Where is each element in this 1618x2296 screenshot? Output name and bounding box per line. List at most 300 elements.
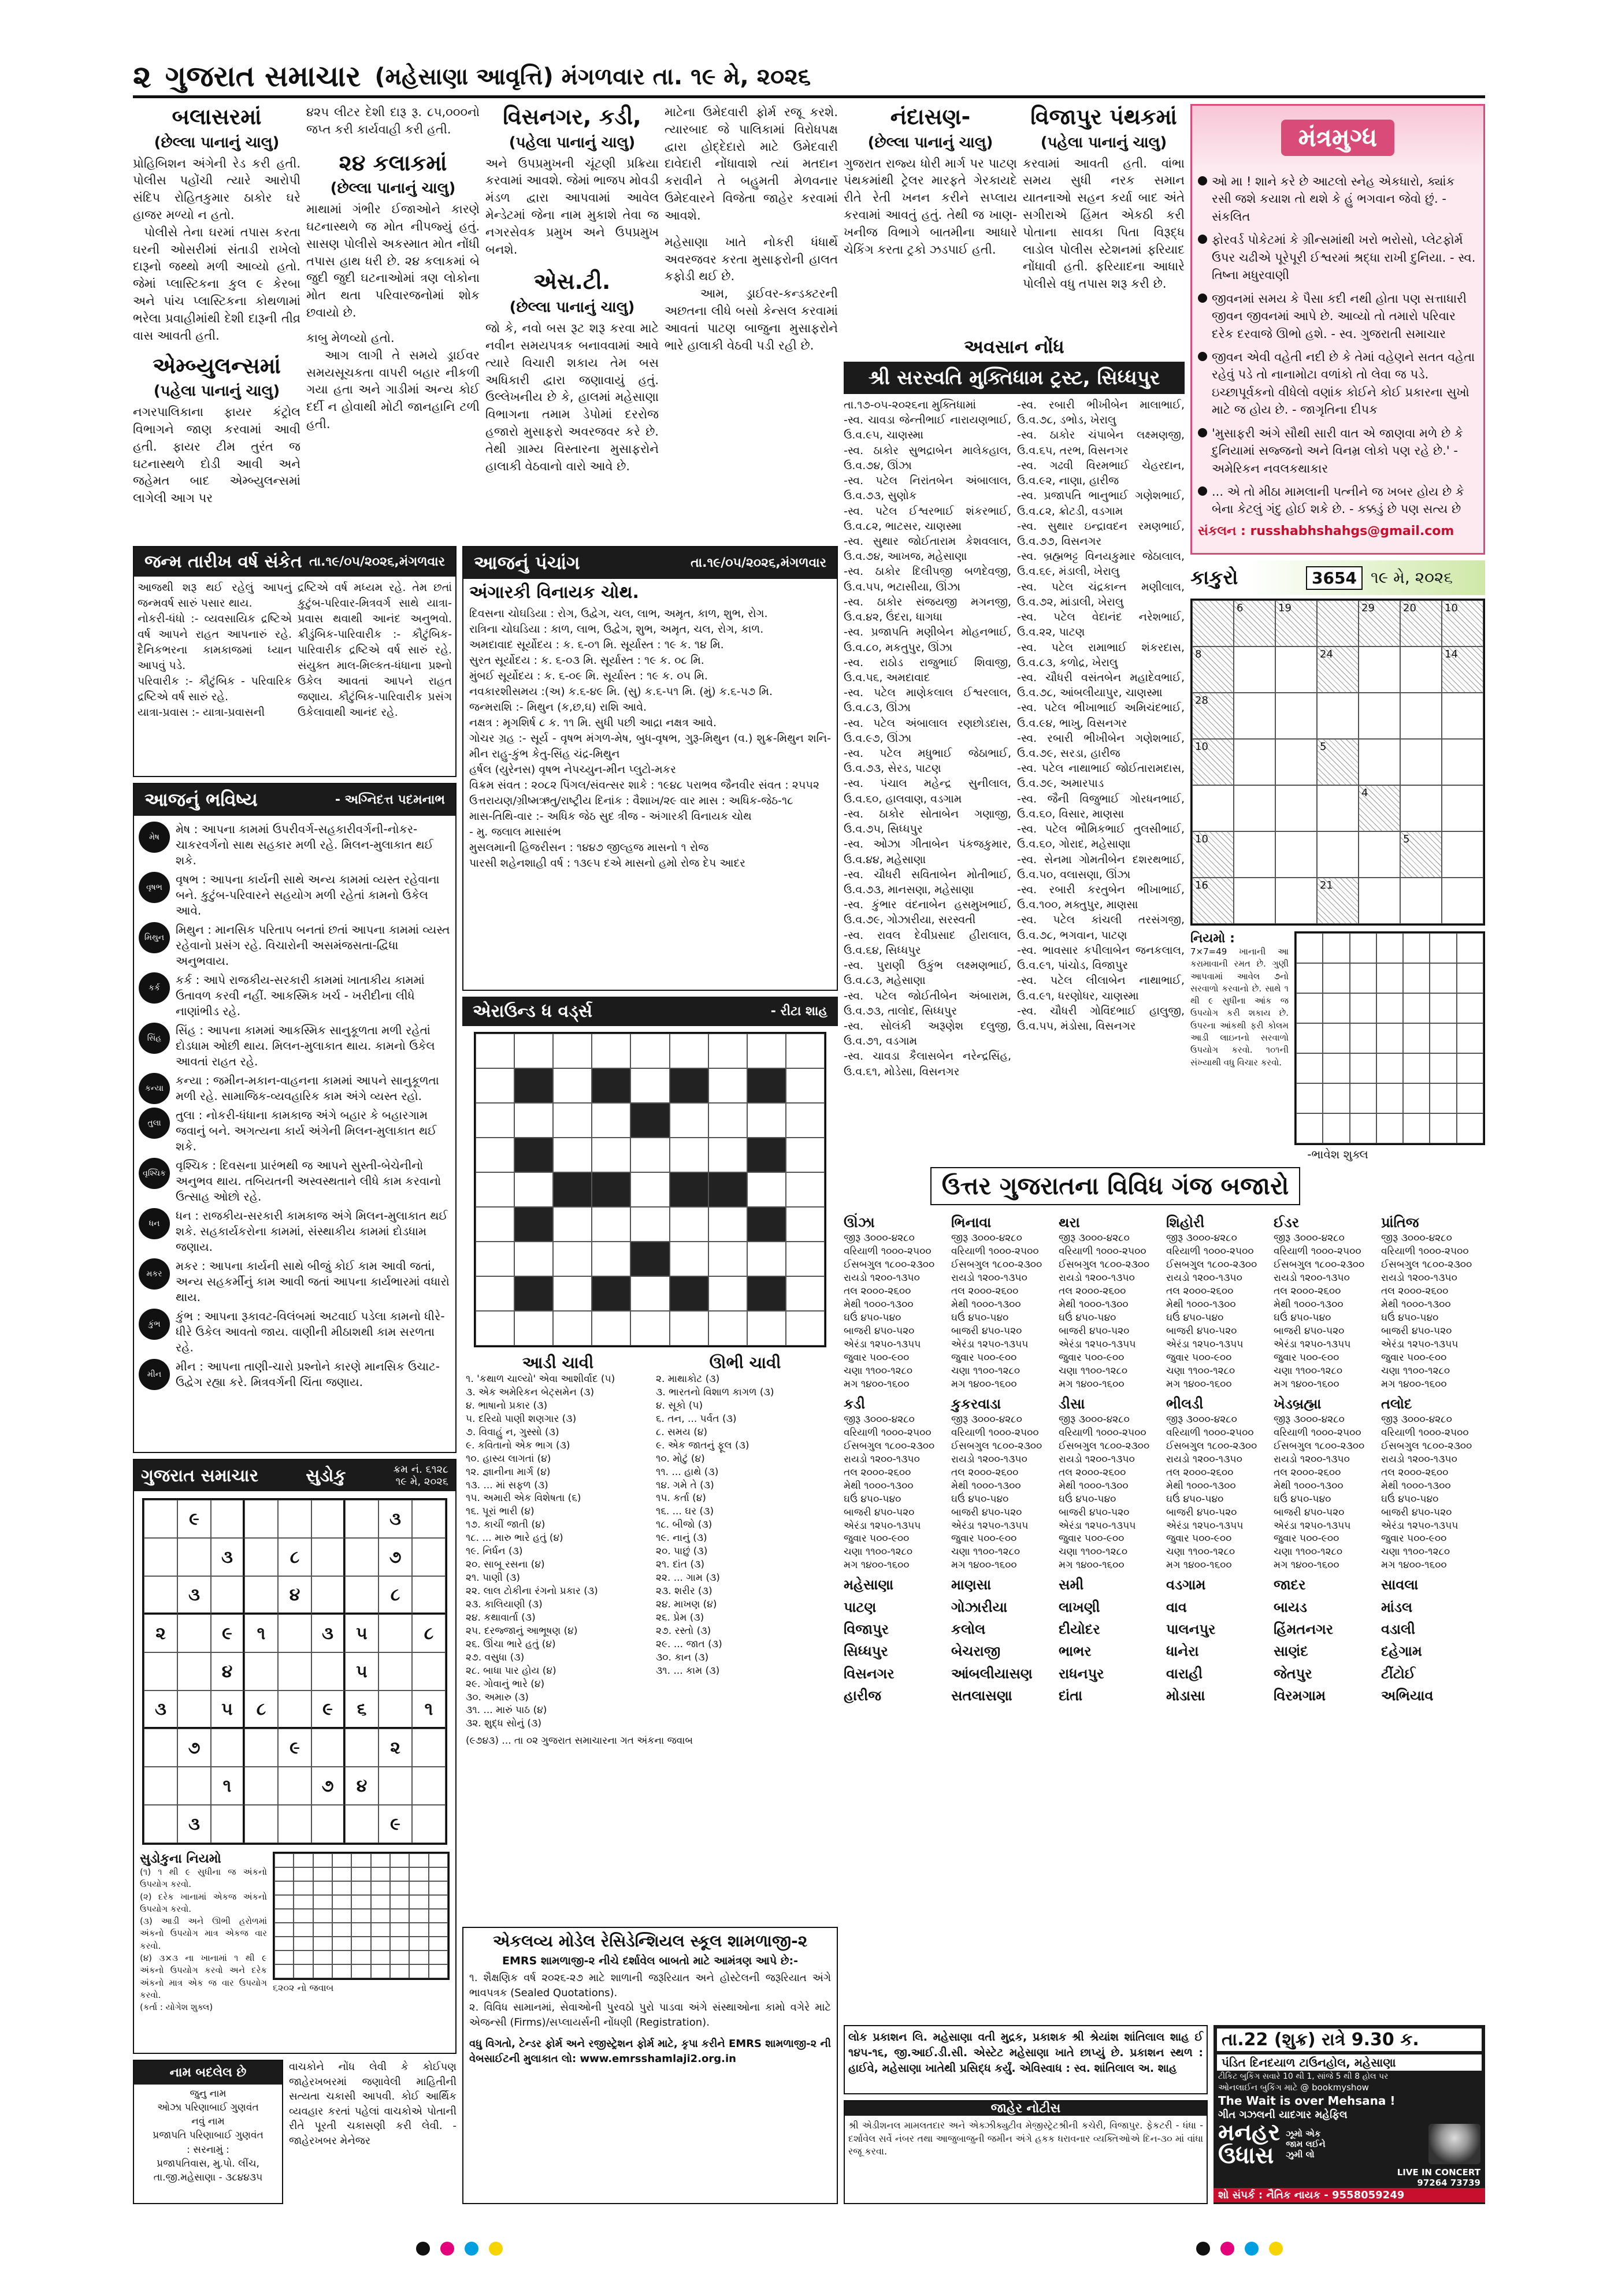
- continued-label: (પહેલા પાનાનું ચાલુ): [509, 133, 636, 151]
- sudoku-answer-cell: [351, 1909, 370, 1923]
- kakuro-cell[interactable]: [1275, 785, 1317, 831]
- sudoku-answer-cell: [332, 1964, 351, 1978]
- kakuro-cell[interactable]: [1275, 647, 1317, 693]
- crossword-block: [592, 1276, 630, 1311]
- kakuro-cell[interactable]: [1317, 693, 1359, 739]
- sudoku-cell[interactable]: [144, 1805, 177, 1843]
- sudoku-answer-cell: [390, 1867, 409, 1881]
- crossword-cell[interactable]: [670, 1138, 708, 1172]
- zodiac-icon: મેષ: [139, 822, 170, 853]
- kakuro-answer-cell: [1350, 1023, 1376, 1053]
- panchang-head: અંગારકી વિનાયક ચોથ.: [469, 582, 639, 603]
- kakuro-answer-cell: [1430, 1083, 1456, 1113]
- crossword-cell[interactable]: [553, 1311, 592, 1346]
- sudoku-answer-cell: [332, 1895, 351, 1909]
- kakuro-cell[interactable]: [1234, 647, 1275, 693]
- crossword-cell[interactable]: [514, 1242, 553, 1276]
- kakuro-clue-cell: [1192, 739, 1234, 785]
- kakuro-cell[interactable]: [1234, 785, 1275, 831]
- horoscope-author: - અગ્નિદત્ત પદમનાભ: [335, 793, 445, 807]
- market-column: [1166, 1210, 1270, 1706]
- crossword-cell[interactable]: [786, 1172, 825, 1207]
- market-place: ઊંઝા: [844, 1214, 875, 1231]
- concert-booking: ટીકિટ બુકિંગ સવારે 10 થી 1, સાંજે 5 થી 8 હોલ પર: [1218, 2072, 1389, 2081]
- crossword-cell[interactable]: [630, 1172, 669, 1207]
- sudoku-cell[interactable]: [278, 1652, 311, 1691]
- crossword-cell[interactable]: [786, 1034, 825, 1068]
- zodiac-icon: વૃષભ: [139, 872, 170, 903]
- horoscope-text: કુંભ : આપના રૂકાવટ-વિલંબમાં અટવાઈ પડેલા કામનો ધીરે-ધીરે ઉકેલ આવતો જાય. વાણીની મીઠાશથી કામ સરળતા રહે.: [176, 1309, 445, 1354]
- kakuro-answer-cell: [1323, 963, 1349, 993]
- crossword-cell[interactable]: [592, 1242, 630, 1276]
- crossword-cell[interactable]: [708, 1207, 747, 1242]
- kakuro-clue-number: 8: [1195, 648, 1202, 660]
- sudoku-cell[interactable]: [378, 1767, 412, 1805]
- kakuro-cell[interactable]: [1442, 785, 1483, 831]
- sudoku-cell[interactable]: [211, 1805, 244, 1843]
- crossword-block: [670, 1276, 708, 1311]
- sudoku-answer-cell: [429, 1867, 448, 1881]
- kakuro-answer-cell: [1296, 1113, 1323, 1143]
- kakuro-answer-cell: [1403, 1053, 1430, 1083]
- sudoku-answer-cell: [274, 1881, 294, 1895]
- sudoku-date: ૧૯ મે, ૨૦૨૬: [395, 1476, 448, 1488]
- sudoku-previous-answer: [273, 1852, 450, 1980]
- sudoku-cell[interactable]: [244, 1729, 278, 1767]
- horoscope-item: [139, 972, 451, 1019]
- crossword-cell[interactable]: [553, 1276, 592, 1311]
- kakuro-cell[interactable]: [1317, 831, 1359, 878]
- horoscope-item: [139, 1359, 451, 1390]
- market-rates-list: જીરૂ ૩૦૦૦-૪૨૮૦ વરિયાળી ૧૦૦૦-૨૫૦૦ ઈસબગુલ ૧૮૦૦-૨૩૦૦ રાયડો ૧૨૦૦-૧૩૫૦ તલ ૨૦૦૦-૨૬૦૦ મેથી ૧૦૦૦-૧૩૦૦ ઘઉં ૪૫૦-૫૪૦ બાજરી ૪૫૦-૫૨૦ એરંડા ૧૨૫૦-૧૩૫૫ જુવાર ૫૦૦-૯૦૦ ચણા ૧૧૦૦-૧૨૮૦ મગ ૧૪૦૦-૧૬૦૦: [844, 1414, 935, 1571]
- crossword-cell[interactable]: [553, 1242, 592, 1276]
- horoscope-text: કન્યા : જમીન-મકાન-વાહનના કામમાં આપને સાનુકૂળતા મળી રહે. સામાજિક-વ્યવહારિક કામ અંગે વ્યસ્ત રહો.: [176, 1073, 439, 1103]
- public-notice: [844, 2100, 1208, 2204]
- sudoku-answer-cell: [332, 1909, 351, 1923]
- market-rates-list: જીરૂ ૩૦૦૦-૪૨૮૦ વરિયાળી ૧૦૦૦-૨૫૦૦ ઈસબગુલ ૧૮૦૦-૨૩૦૦ રાયડો ૧૨૦૦-૧૩૫૦ તલ ૨૦૦૦-૨૬૦૦ મેથી ૧૦૦૦-૧૩૦૦ ઘઉં ૪૫૦-૫૪૦ બાજરી ૪૫૦-૫૨૦ એરંડા ૧૨૫૦-૧૩૫૫ જુવાર ૫૦૦-૯૦૦ ચણા ૧૧૦૦-૧૨૮૦ મગ ૧૪૦૦-૧૬૦૦: [951, 1232, 1042, 1390]
- crossword-cell[interactable]: [553, 1068, 592, 1103]
- market-rates-list: જીરૂ ૩૦૦૦-૪૨૮૦ વરિયાળી ૧૦૦૦-૨૫૦૦ ઈસબગુલ ૧૮૦૦-૨૩૦૦ રાયડો ૧૨૦૦-૧૩૫૦ તલ ૨૦૦૦-૨૬૦૦ મેથી ૧૦૦૦-૧૩૦૦ ઘઉં ૪૫૦-૫૪૦ બાજરી ૪૫૦-૫૨૦ એરંડા ૧૨૫૦-૧૩૫૫ જુવાર ૫૦૦-૯૦૦ ચણા ૧૧૦૦-૧૨૮૦ મગ ૧૪૦૦-૧૬૦૦: [1274, 1232, 1365, 1390]
- crossword-cell[interactable]: [786, 1068, 825, 1103]
- public-notice-text: શ્રી એડીશનલ મામલતદાર અને એક્ઝીક્યુટીવ મેજીસ્ટ્રેટશ્રીની કચેરી, વિજાપુર. ફેકટરી - ધંધા - દર્શાવેલ સર્વે નંબર તથા આજુબાજુની જમીન અંગે હકક ધરાવનાર વ્યક્તિઓએ દિન-૩૦ માં વાંધા રજૂ કરવા.: [848, 2120, 1207, 2157]
- kakuro-cell[interactable]: [1275, 878, 1317, 924]
- kakuro-cell[interactable]: [1359, 878, 1400, 924]
- sudoku-cell[interactable]: [177, 1538, 211, 1576]
- sudoku-answer-cell: [409, 1923, 428, 1937]
- bullet-icon: [1198, 352, 1207, 361]
- sudoku-cell[interactable]: [378, 1652, 412, 1691]
- name-change-title: નામ બદલેલ છે: [134, 2061, 282, 2085]
- crossword-cell[interactable]: [747, 1242, 786, 1276]
- market-place: પાલનપુર: [1166, 1621, 1216, 1638]
- crossword-cell[interactable]: [670, 1034, 708, 1068]
- kakuro-previous-answer: [1294, 931, 1485, 1145]
- sudoku-cell[interactable]: [144, 1500, 177, 1538]
- kakuro-answer-cell: [1350, 1113, 1376, 1143]
- market-place: દહેગામ: [1381, 1643, 1422, 1660]
- article-body: ગુજરાત રાજ્ય ધોરી માર્ગ પર પાટણ પંથકમાંથી ટ્રેલર મારફતે ગેરકાયદે રીતે રેતી ખનન કરીને સપ્લાય કરવામાં આવતું હતું. તેથી જ ખાણ-ખનીજ વિભાગે બાતમીના આધારે ચેકિંગ કરતા ટ્રકો ઝડપાઈ હતી.: [844, 156, 1021, 257]
- compiler-label: સંકલન :: [1198, 523, 1246, 538]
- sudoku-cell: ૫: [345, 1652, 378, 1691]
- kakuro-cell[interactable]: [1275, 831, 1317, 878]
- sudoku-answer-cell: [294, 1937, 313, 1951]
- sudoku-cell[interactable]: [311, 1652, 345, 1691]
- headline: એસ.ટી.: [533, 269, 611, 295]
- market-place: કડી: [844, 1395, 865, 1412]
- sudoku-cell[interactable]: [244, 1576, 278, 1614]
- sudoku-answer-cell: [313, 1923, 332, 1937]
- sudoku-cell[interactable]: [211, 1576, 244, 1614]
- sudoku-cell[interactable]: [244, 1500, 278, 1538]
- crossword-cell[interactable]: [630, 1207, 669, 1242]
- kakuro-rules-title: નિયમો :: [1190, 931, 1235, 946]
- market-place: ગોઝારીયા: [951, 1599, 1008, 1615]
- article-nandasan: [844, 104, 1021, 329]
- crossword-block: [514, 1207, 553, 1242]
- concert-online[interactable]: ઓનલાઈન બુકિંગ માટે @ bookmyshow: [1218, 2082, 1369, 2093]
- public-notice-title: જાહેર નોટીસ: [845, 2101, 1207, 2116]
- kakuro-cell[interactable]: [1359, 693, 1400, 739]
- sudoku-answer-cell: [313, 1867, 332, 1881]
- crossword-cell[interactable]: [630, 1138, 669, 1172]
- sudoku-cell[interactable]: [177, 1614, 211, 1652]
- kakuro-clue-cell: [1317, 600, 1359, 647]
- kakuro-answer-cell: [1457, 963, 1483, 993]
- zodiac-icon: તુલા: [139, 1108, 170, 1139]
- crossword-cell[interactable]: [476, 1172, 514, 1207]
- kakuro-answer-cell: [1323, 1023, 1349, 1053]
- sudoku-cell[interactable]: [144, 1652, 177, 1691]
- market-rates-list: જીરૂ ૩૦૦૦-૪૨૮૦ વરિયાળી ૧૦૦૦-૨૫૦૦ ઈસબગુલ ૧૮૦૦-૨૩૦૦ રાયડો ૧૨૦૦-૧૩૫૦ તલ ૨૦૦૦-૨૬૦૦ મેથી ૧૦૦૦-૧૩૦૦ ઘઉં ૪૫૦-૫૪૦ બાજરી ૪૫૦-૫૨૦ એરંડા ૧૨૫૦-૧૩૫૫ જુવાર ૫૦૦-૯૦૦ ચણા ૧૧૦૦-૧૨૮૦ મગ ૧૪૦૦-૧૬૦૦: [1059, 1232, 1150, 1390]
- sudoku-cell[interactable]: [278, 1691, 311, 1729]
- crossword-cell[interactable]: [476, 1276, 514, 1311]
- sudoku-cell[interactable]: [311, 1805, 345, 1843]
- crossword-cell[interactable]: [514, 1172, 553, 1207]
- print-registration-marks: [416, 2242, 1283, 2259]
- horoscope-item: [139, 1208, 451, 1255]
- kakuro-answer-cell: [1350, 1053, 1376, 1083]
- sudoku-answer-cell: [409, 1964, 428, 1978]
- sudoku-cell: ૭: [378, 1538, 412, 1576]
- crossword-cell[interactable]: [592, 1138, 630, 1172]
- sudoku-cell[interactable]: [144, 1729, 177, 1767]
- crossword-cell[interactable]: [592, 1207, 630, 1242]
- horoscope-text: મિથુન : માનસિક પરિતાપ બનતાં છતાં આપના કામમાં વ્યસ્ત રહેવાનો પ્રસંગ રહે. વિચારોની અસમંજસતા-દ્વિધા અનુભવાય.: [176, 923, 450, 968]
- sudoku-cell[interactable]: [311, 1538, 345, 1576]
- kakuro-answer-cell: [1323, 993, 1349, 1023]
- crossword-cell[interactable]: [747, 1103, 786, 1138]
- sudoku-cell[interactable]: [412, 1729, 446, 1767]
- kakuro-answer-cell: [1296, 1083, 1323, 1113]
- sudoku-answer-cell: [409, 1909, 428, 1923]
- kakuro-clue-number: 10: [1195, 741, 1208, 753]
- kakuro-clue-number: 20: [1403, 602, 1416, 614]
- market-place: માંડલ: [1381, 1599, 1413, 1615]
- sudoku-cell: ૩: [177, 1805, 211, 1843]
- crossword-cell[interactable]: [476, 1242, 514, 1276]
- panchang-title: આજનું પંચાંગ: [474, 552, 580, 574]
- sudoku-answer-cell: [351, 1867, 370, 1881]
- market-place: જાદર: [1274, 1577, 1306, 1593]
- sudoku-cell[interactable]: [412, 1805, 446, 1843]
- sudoku-cell[interactable]: [412, 1538, 446, 1576]
- kakuro-clue-number: 5: [1403, 833, 1410, 845]
- sudoku-answer-cell: [294, 1923, 313, 1937]
- crossword-cell[interactable]: [476, 1068, 514, 1103]
- sudoku-cell: ૩: [311, 1614, 345, 1652]
- sudoku-cell[interactable]: [378, 1691, 412, 1729]
- kakuro-answer-cell: [1457, 1023, 1483, 1053]
- sudoku-answer-cell: [429, 1923, 448, 1937]
- continued-label: (છેલ્લા પાનાનું ચાલુ): [154, 133, 280, 151]
- horoscope-text: વૃષભ : આપના કાર્યની સાથે અન્ય કામમાં વ્યસ્ત રહેવાના બને. કુટુંબ-પરિવારને સહયોગ મળી રહેતાં કામનો ઉકેલ આવે.: [176, 872, 440, 917]
- continued-label: (પહેલા પાનાનું ચાલુ): [153, 382, 280, 400]
- kakuro-clue-number: 5: [1320, 741, 1327, 753]
- crossword-cell[interactable]: [708, 1311, 747, 1346]
- kakuro-cell[interactable]: [1359, 831, 1400, 878]
- sudoku-answer-cell: [274, 1951, 294, 1964]
- kakuro-cell[interactable]: [1359, 647, 1400, 693]
- crossword-cell[interactable]: [786, 1207, 825, 1242]
- kakuro-cell[interactable]: [1442, 693, 1483, 739]
- kakuro-cell[interactable]: [1234, 878, 1275, 924]
- sudoku-cell[interactable]: [278, 1614, 311, 1652]
- sudoku-cell[interactable]: [144, 1538, 177, 1576]
- sudoku-cell[interactable]: [278, 1500, 311, 1538]
- sudoku-cell[interactable]: [345, 1576, 378, 1614]
- crossword-cell[interactable]: [786, 1103, 825, 1138]
- crossword-cell[interactable]: [592, 1103, 630, 1138]
- kakuro-cell[interactable]: [1400, 693, 1442, 739]
- kakuro-cell[interactable]: [1442, 739, 1483, 785]
- sudoku-cell[interactable]: [278, 1767, 311, 1805]
- crossword-cell[interactable]: [708, 1276, 747, 1311]
- crossword-cell[interactable]: [476, 1207, 514, 1242]
- mantra-items: [1192, 173, 1483, 518]
- market-place: સમી: [1059, 1577, 1084, 1593]
- kakuro-cell[interactable]: [1400, 739, 1442, 785]
- kakuro-cell[interactable]: [1192, 785, 1234, 831]
- concert-phone[interactable]: 97264 73739: [1417, 2178, 1480, 2188]
- sudoku-answer-cell: [294, 1909, 313, 1923]
- kakuro-cell[interactable]: [1275, 739, 1317, 785]
- kakuro-cell[interactable]: [1234, 739, 1275, 785]
- sudoku-answer-cell: [332, 1881, 351, 1895]
- market-place: સતલાસણા: [951, 1688, 1012, 1704]
- horoscope-item: [139, 1108, 451, 1154]
- kakuro-cell[interactable]: [1275, 693, 1317, 739]
- concert-tag-1: ઝૂમો એક: [1286, 2128, 1321, 2139]
- sudoku-cell[interactable]: [177, 1767, 211, 1805]
- sudoku-cell[interactable]: [278, 1805, 311, 1843]
- crossword-cell[interactable]: [630, 1311, 669, 1346]
- compiler-email[interactable]: russhabhshahgs@gmail.com: [1250, 523, 1454, 538]
- crossword-cell[interactable]: [630, 1034, 669, 1068]
- sudoku-cell[interactable]: [412, 1652, 446, 1691]
- kakuro-cell[interactable]: [1234, 693, 1275, 739]
- crossword-cell[interactable]: [514, 1034, 553, 1068]
- kakuro-clue-cell: [1317, 878, 1359, 924]
- sudoku-cell: ૯: [211, 1614, 244, 1652]
- sudoku-cell[interactable]: [412, 1500, 446, 1538]
- obituary-section: [844, 332, 1185, 1164]
- kakuro-cell[interactable]: [1234, 831, 1275, 878]
- sudoku-cell[interactable]: [345, 1805, 378, 1843]
- crossword-block: [747, 1276, 786, 1311]
- sudoku-cell[interactable]: [311, 1576, 345, 1614]
- zodiac-icon: કર્ક: [139, 972, 170, 1004]
- kakuro-cell[interactable]: [1359, 739, 1400, 785]
- crossword-block: [592, 1172, 630, 1207]
- crossword-cell[interactable]: [747, 1172, 786, 1207]
- crossword-cell[interactable]: [630, 1068, 669, 1103]
- sudoku-cell: ૨: [378, 1729, 412, 1767]
- crossword-cell[interactable]: [708, 1068, 747, 1103]
- continued-label: (પહેલા પાનાનું ચાલુ): [1040, 133, 1167, 151]
- sudoku-cell[interactable]: [144, 1576, 177, 1614]
- sudoku-no-label: ક્રમ નં.: [393, 1463, 422, 1476]
- concert-contact[interactable]: શો સંપર્ક : નૈતિક નાયક - 9558059249: [1214, 2188, 1485, 2202]
- concert-tag-3: ઝુમી લો: [1286, 2149, 1315, 2160]
- sudoku-cell[interactable]: [244, 1767, 278, 1805]
- continued-label: (છેલ્લા પાનાનું ચાલુ): [509, 299, 635, 317]
- sudoku-answer-cell: [294, 1964, 313, 1978]
- mantra-item-text: ઓ મા ! શાને કરે છે આટલો સ્નેહ એકધારો, ક્યાંક રસી જશે કયાશ તો થશે કે હું ભગવાન જેવો છું. - સંકલિત: [1212, 174, 1455, 224]
- crossword-cell[interactable]: [786, 1242, 825, 1276]
- sudoku-answer-cell: [274, 1867, 294, 1881]
- kakuro-clue-number: 29: [1361, 602, 1375, 614]
- sudoku-answer-cell: [429, 1909, 448, 1923]
- zodiac-icon: વૃશ્ચિક: [139, 1158, 170, 1189]
- sudoku-cell[interactable]: [211, 1500, 244, 1538]
- crossword-cell[interactable]: [630, 1276, 669, 1311]
- crossword-cell[interactable]: [786, 1311, 825, 1346]
- crossword-cell[interactable]: [592, 1034, 630, 1068]
- crossword-cell[interactable]: [553, 1034, 592, 1068]
- kakuro-answer-cell: [1403, 963, 1430, 993]
- kakuro-cell[interactable]: [1400, 647, 1442, 693]
- name-change-ad: [133, 2060, 283, 2204]
- crossword-cell[interactable]: [670, 1103, 708, 1138]
- crossword-cell[interactable]: [514, 1311, 553, 1346]
- crossword-cell[interactable]: [708, 1242, 747, 1276]
- sudoku-answer-cell: [294, 1951, 313, 1964]
- sudoku-cell[interactable]: [211, 1729, 244, 1767]
- sudoku-cell[interactable]: [177, 1691, 211, 1729]
- sudoku-cell[interactable]: [244, 1652, 278, 1691]
- sudoku-cell[interactable]: [144, 1767, 177, 1805]
- horoscope-item: [139, 872, 451, 919]
- crossword-cell[interactable]: [476, 1311, 514, 1346]
- sudoku-cell[interactable]: [345, 1500, 378, 1538]
- market-place: વડાલી: [1381, 1621, 1416, 1638]
- sudoku-cell[interactable]: [244, 1538, 278, 1576]
- crossword-cell[interactable]: [786, 1138, 825, 1172]
- sudoku-cell[interactable]: [311, 1500, 345, 1538]
- crossword-cell[interactable]: [670, 1242, 708, 1276]
- sudoku-answer-cell: [294, 1881, 313, 1895]
- crossword-block: [747, 1068, 786, 1103]
- sudoku-cell[interactable]: [412, 1576, 446, 1614]
- crossword-cell[interactable]: [553, 1103, 592, 1138]
- crossword-cell[interactable]: [708, 1138, 747, 1172]
- kakuro-clue-number: 14: [1445, 648, 1458, 660]
- sudoku-cell[interactable]: [345, 1538, 378, 1576]
- crossword-cell[interactable]: [476, 1103, 514, 1138]
- market-place: વાવ: [1166, 1599, 1187, 1615]
- crossword-cell[interactable]: [670, 1207, 708, 1242]
- crossword-cell[interactable]: [708, 1034, 747, 1068]
- sudoku-grid: [142, 1498, 447, 1845]
- crossword-cell[interactable]: [747, 1311, 786, 1346]
- market-place: ભિનાવા: [951, 1214, 992, 1231]
- obituary-list-right: -સ્વ. રબારી ભીખીબેન માલાભાઈ, ઉ.વ.૭૮, ડભોડ, ખેરાલુ -સ્વ. ઠાકોર ચંપાબેન લક્ષ્મણજી, ઉ.વ.૬૫, તરભ, વિસનગર -સ્વ. ગઢવી વિરમભાઈ ચેહરદાન, ઉ.વ.૯૨, નાણા, હારીજ -સ્વ. પ્રજાપતિ ભાનુભાઈ ગણેશભાઈ, ઉ.વ.૮૨, ક્રોટડી, વડગામ -સ્વ. સુથાર ઇન્દ્રાવદન રમણભાઈ, ઉ.વ.૭૭, વિસનગર -સ્વ. બ્રહ્મભટ્ટ વિનયકુમાર જેઠાલાલ, ઉ.વ.૬૯, મંડાલી, ખેરાલુ -સ્વ. પટેલ ચંદ્રકાન્ત મણીલાલ, ઉ.વ.૭૨, માંડાલી, ખેરાલુ -સ્વ. પટેલ વેદાનંદ નરેશભાઈ, ઉ.વ.૨૨, પાટણ -સ્વ. પટેલ રામાભાઈ શંકરદાસ, ઉ.વ.૮૩, કળોદ્ર, ખેરાલુ -સ્વ. ચૌધરી વસંતબેન મહાદેવભાઈ, ઉ.વ.૭૮, આંબલીયાપુર, ચાણસ્મા -સ્વ. પટેલ ભીખાભાઈ અમિચંદભાઈ, ઉ.વ.૯૪, ભાખુ, વિસનગર -સ્વ. રબારી ભીખીબેન ગણેશભાઈ, ઉ.વ.૭૯, સરડા, હારીજ -સ્વ. પટેલ નાથાભાઈ જોઈતારામદાસ, ઉ.વ.૭૯, અમારપાડ -સ્વ. જૈની વિજુભાઈ ગોરધનભાઈ, ઉ.વ.૬૦, વિસાર, માણસા -સ્વ. પટેલ ભૌમિકભાઈ તુલસીભાઈ, ઉ.વ.૬૦, ગોરાદ, મહેસાણા -સ્વ. સેનમા ગોમતીબેન દશરથભાઈ, ઉ.વ.૫૦, વલાસણા, ઊંઝા -સ્વ. રબારી કરતુબેન ભીખાભાઈ, ઉ.વ.૧૦૦, મક્તુપુર, માણસા -સ્વ. પટેલ કાંચલી તરસંગજી, ઉ.વ.૭૮, ભગવાન, પાટણ -સ્વ. ભાવસાર કપીલાબેન જનકલાલ, ઉ.વ.૯૧, પાંચોડ, વિજાપુર -સ્વ. પટેલ લીલાબેન નાથાભાઈ, ઉ.વ.૯૧, ધરણોધર, ચાણસ્મા -સ્વ. ચૌધરી ગોવિંદભાઈ હાલુજી, ઉ.વ.૫૫, મંડોસા, વિસનગર: [1017, 399, 1185, 1032]
- kakuro-answer-cell: [1430, 933, 1456, 963]
- article-body: જો કે, નવો બસ રૂટ શરૂ કરવા માટે નવીન સમયપત્રક બનાવવામાં આવે ત્યારે વિચારી શકાય તેમ બસ અધિકારી દ્વારા જણાવાયું હતું. ઉલ્લેખનીય છે કે, હાલમાં મહેસાણા વિભાગના તમામ ડેપોમાં દરરોજ હજારો મુસાફરો અવરજવર કરે છે. તેથી ગ્રામ્ય વિસ્તારના મુસાફરોને હાલાકી વેઠવાનો વારો આવે છે.: [485, 321, 663, 473]
- emrs-sub: EMRS શામળાજી-૨ નીચે દર્શાવેલ બાબતો માટે આમંત્રણ આપે છે:-: [502, 1955, 798, 1967]
- kakuro-clue-cell: [1359, 600, 1400, 647]
- crossword-answers: (૯૭૪૩) ... તા ૦૨ ગુજરાત સમાચારના ગત અંકના જવાબ: [466, 1735, 693, 1747]
- kakuro-cell[interactable]: [1442, 878, 1483, 924]
- market-place: તલોદ: [1381, 1395, 1412, 1412]
- crossword-cell[interactable]: [786, 1276, 825, 1311]
- mantra-item-text: જીવનમાં સમય કે પૈસા કદી નથી હોતા પણ સત્તાધારી જીવન જીવનમાં આપે છે. આવ્યો તો તમારો પરિવાર દરેક દરવાજે ઊભો હશે. - સ્વ. ગુજરાતી સમાચાર: [1212, 291, 1467, 341]
- continued-label: (છેલ્લા પાનાનું ચાલુ): [330, 180, 456, 198]
- crossword-cell[interactable]: [553, 1138, 592, 1172]
- sudoku-cell[interactable]: [244, 1805, 278, 1843]
- kakuro-cell[interactable]: [1442, 831, 1483, 878]
- kakuro-cell[interactable]: [1400, 878, 1442, 924]
- paper-name: ગુજરાત સમાચાર: [165, 60, 361, 93]
- kakuro-cell[interactable]: [1317, 785, 1359, 831]
- sudoku-cell[interactable]: [311, 1729, 345, 1767]
- bullet-icon: [1198, 428, 1207, 437]
- crossword-cell[interactable]: [747, 1034, 786, 1068]
- sudoku-cell[interactable]: [378, 1614, 412, 1652]
- sudoku-section: [133, 1459, 457, 2054]
- crossword-block: [670, 1172, 708, 1207]
- crossword-cell[interactable]: [553, 1207, 592, 1242]
- crossword-cell[interactable]: [476, 1138, 514, 1172]
- sudoku-cell[interactable]: [177, 1652, 211, 1691]
- kakuro-cell[interactable]: [1400, 785, 1442, 831]
- article-vijapur: [1023, 104, 1189, 329]
- crossword-block: [630, 1103, 669, 1138]
- crossword-cell[interactable]: [708, 1103, 747, 1138]
- crossword-cell[interactable]: [476, 1034, 514, 1068]
- sudoku-cell[interactable]: [412, 1767, 446, 1805]
- sudoku-answer-cell: [274, 1923, 294, 1937]
- market-place: હારીજ: [844, 1688, 881, 1704]
- market-place: વારાહી: [1166, 1665, 1203, 1682]
- kakuro-answer-cell: [1403, 993, 1430, 1023]
- kakuro-answer-cell: [1376, 933, 1403, 963]
- sudoku-answer-cell: [371, 1937, 390, 1951]
- crossword-cell[interactable]: [592, 1311, 630, 1346]
- crossword-cell[interactable]: [514, 1103, 553, 1138]
- sudoku-answer-cell: [429, 1937, 448, 1951]
- crossword-cell[interactable]: [670, 1311, 708, 1346]
- sudoku-cell[interactable]: [345, 1729, 378, 1767]
- emrs-web[interactable]: વધુ વિગતો, ટેન્ડર ફોર્મ અને રજીસ્ટ્રેશન ફોર્મ માટે, કૃપા કરીને EMRS શામળાજી-૨ ની વેબસાઈટની મુલાકાત લો: www.emrsshamlaji2.org.in: [469, 2038, 835, 2065]
- mantra-item: [1198, 231, 1478, 284]
- kakuro-rules: 7×7=49 ખાનાની આ કરામાવાની રમત છે. ગુણી આપવામાં આવેલ ૭નો સરવાળો કરવાનો છે. સાથે ૧ થી ૯ સુધીના આંક જ ઉપયોગ કરી શકાય છે. ઉપરના આંકથી ફરી કોલમ આડી લાઇનનો સરવાળો ઉપયોગ કરવો. ૧૦૧ની સંખ્યાથી વધુ વિચાર કરવો.: [1190, 946, 1292, 1068]
- market-place: જેતપુર: [1274, 1665, 1312, 1682]
- obituary-list-left: તા.૧૭-૦૫-૨૦૨૬ના મુક્તિધામાં -સ્વ. ચાવડા જેન્તીભાઈ નારાયણભાઈ, ઉ.વ.૯૫, ચાણસ્મા -સ્વ. ઠાકોર સુભદ્રાબેન માલેકહાલ, ઉ.વ.૭૪, ઊંઝા -સ્વ. પટેલ નિરાંતબેન અંબાલાલ, ઉ.વ.૭૩, સુણોક -સ્વ. પટેલ ઈશ્વરભાઈ શંકરભાઈ, ઉ.વ.૮૨, ભાટસર, ચાણસ્મા -સ્વ. સુથાર જોઈતારામ કેશવલાલ, ઉ.વ.૭૪, આખજ, મહેસાણા -સ્વ. ઠાકોર દિલીપજી બળદેવજી, ઉ.વ.૫૫, ભટાસીયા, ઊંઝા -સ્વ. ઠાકોર સંજયજી મગનજી, ઉ.વ.૪૨, ઉંદરા, ધાગધા -સ્વ. પ્રજાપતિ મણીબેન મોહનભાઈ, ઉ.વ.૮૦, મકતુપુર, ઊંઝા -સ્વ. રાઠોડ રાજુભાઈ શિવાજી, ઉ.વ.૫૬, અમદાવાદ -સ્વ. પટેલ માણેકલાલ ઈશ્વરલાલ, ઉ.વ.૮૩, ઊંઝા -સ્વ. પટેલ અંબાલાલ રણછોડદાસ, ઉ.વ.૯૭, ઊંઝા -સ્વ. પટેલ મધુભાઈ જેઠાભાઈ, ઉ.વ.૭૩, સેરડ, પાટણ -સ્વ. પંચાલ મહેન્દ્ર સુનીલાલ, ઉ.વ.૬૦, હાલવાણ, વડગામ -સ્વ. ઠાકોર સોતાબેન ગણાજી, ઉ.વ.૭૫, સિધ્ધપુર -સ્વ. ઓઝા ગીતાબેન પંકજકુમાર, ઉ.વ.૪૪, મહેસાણા -સ્વ. ચૌધરી સવિતાબેન મોતીભાઈ, ઉ.વ.૭૩, માનસણા, મહેસાણા -સ્વ. કુંભાર વંદનાબેન હસમુખભાઈ, ઉ.વ.૭૯, ગોઝારીયા, સરસ્વતી -સ્વ. રાવલ દેવીપ્રસાદ હીરાલાલ, ઉ.વ.૬૪, સિધ્ધપુર -સ્વ. પુરાણી ઉકુંભ લક્ષ્મણભાઈ, ઉ.વ.૮૩, મહેસાણા -સ્વ. પટેલ જોઈતીબેન અંબારામ, ઉ.વ.૭૩, તાલોદ, સિધ્ધપુર -સ્વ. સોલંકી અરૂણેશ દલુજી, ઉ.વ.૭૧, વડગામ -સ્વ. ચાવડા કૈલાસબેન નરેન્દ્રસિંહ, ઉ.વ.૬૧, મોડેસા, વિસનગર: [844, 399, 1011, 1078]
- sudoku-cell: ૩: [144, 1691, 177, 1729]
- market-place: ભાભર: [1059, 1643, 1092, 1660]
- kakuro-answer-cell: [1296, 963, 1323, 993]
